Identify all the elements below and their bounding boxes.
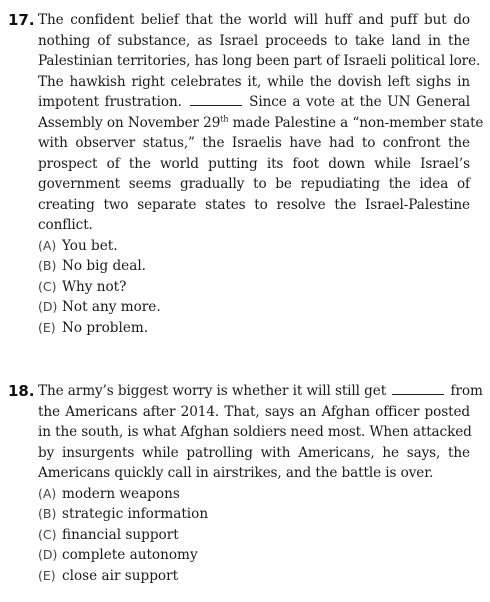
stem-line: by insurgents while patrolling with Americans, he says, the <box>38 444 470 461</box>
option-text: Not any more. <box>62 299 161 315</box>
question-stem <box>38 10 484 236</box>
option-e[interactable] <box>38 566 490 587</box>
option-d[interactable] <box>38 297 490 318</box>
stem-text: The army’s biggest worry is whether it will still get <box>38 383 387 399</box>
option-letter: (E) <box>38 567 56 583</box>
stem-text: Since a vote at the UN General <box>249 94 470 110</box>
stem-line: the Americans after 2014. That, says an Afghan officer posted <box>38 403 470 420</box>
ordinal-suffix: th <box>220 113 229 123</box>
option-text: financial support <box>62 526 179 543</box>
option-letter: (B) <box>38 506 57 521</box>
stem-text: Assembly on November 29 <box>38 114 221 131</box>
stem-line: conflict. <box>38 217 93 233</box>
stem-line: nothing of substance, as Israel proceeds to take land in the <box>38 32 470 49</box>
stem-line <box>38 92 470 113</box>
option-text: Why not? <box>62 278 127 295</box>
stem-line: The hawkish right celebrates it, while the dovish left sighs in <box>38 73 470 90</box>
answer-blank <box>392 382 444 395</box>
option-text: modern weapons <box>62 485 180 502</box>
stem-text: impotent frustration. <box>38 94 182 110</box>
option-letter: (D) <box>38 547 58 562</box>
stem-line: creating two separate states to resolve the Israel-Palestine <box>38 196 470 213</box>
option-letter: (A) <box>38 237 57 253</box>
stem-line: in the south, is what Afghan soldiers need most. When attacked <box>38 424 472 440</box>
answer-options <box>38 484 490 587</box>
option-letter: (B) <box>38 258 57 273</box>
option-b[interactable] <box>38 504 490 525</box>
option-text: You bet. <box>62 237 118 254</box>
option-text: strategic information <box>62 506 209 522</box>
option-a[interactable] <box>38 236 490 257</box>
question-number: 18. <box>8 382 35 400</box>
question-stem <box>38 381 483 484</box>
option-text: No big deal. <box>62 258 146 274</box>
option-letter: (A) <box>38 485 57 501</box>
option-c[interactable] <box>38 525 490 546</box>
option-b[interactable] <box>38 256 490 277</box>
stem-text: from <box>450 383 483 399</box>
option-c[interactable] <box>38 277 490 298</box>
stem-line: The confident belief that the world will huff and puff but do <box>38 12 470 28</box>
stem-line: Palestinian territories, has long been part of Israeli political lore. <box>38 53 481 69</box>
option-d[interactable] <box>38 545 490 566</box>
question-17 <box>0 10 490 338</box>
option-letter: (C) <box>38 526 57 542</box>
stem-line <box>38 381 483 402</box>
stem-line <box>38 113 484 134</box>
option-e[interactable] <box>38 318 490 339</box>
answer-blank <box>190 93 242 106</box>
question-18 <box>0 381 490 586</box>
stem-line: Americans quickly call in airstrikes, and the battle is over. <box>38 465 434 481</box>
option-text: close air support <box>62 567 179 584</box>
stem-line: prospect of the world putting its foot down while Israel’s <box>38 155 470 172</box>
answer-options <box>38 236 490 339</box>
option-letter: (C) <box>38 278 57 294</box>
stem-line: with observer status,” the Israelis have had to confront the <box>38 135 470 151</box>
option-text: complete autonomy <box>62 547 198 563</box>
option-letter: (D) <box>38 299 58 314</box>
option-text: No problem. <box>62 319 149 336</box>
option-letter: (E) <box>38 319 56 335</box>
stem-text: made Palestine a “non-member state <box>228 114 484 131</box>
stem-line: government seems gradually to be repudiating the idea of <box>38 176 470 192</box>
option-a[interactable] <box>38 484 490 505</box>
question-number: 17. <box>8 11 35 29</box>
